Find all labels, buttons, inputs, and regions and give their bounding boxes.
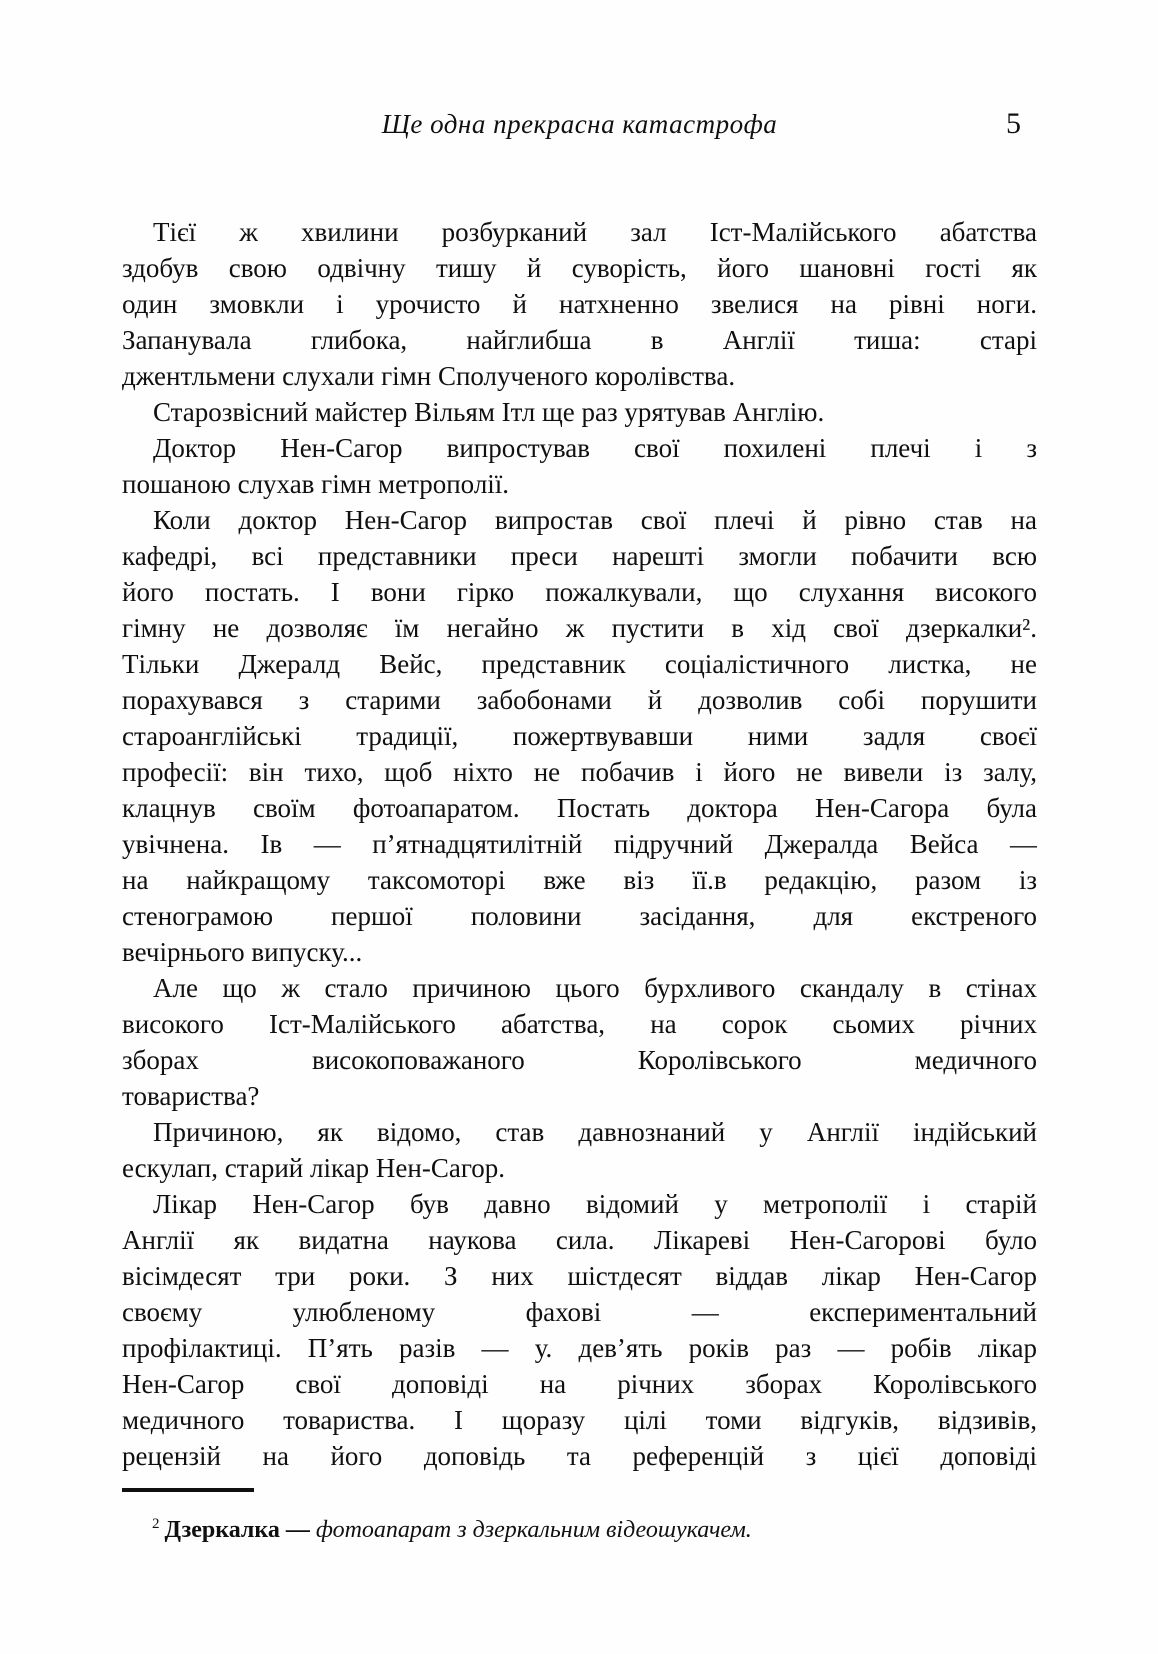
text-line: товариства? — [122, 1081, 260, 1111]
text-line: Лікар Нен-Сагор був давно відомий у метрополії і старій — [153, 1189, 1037, 1219]
paragraph — [122, 214, 1037, 394]
text-line: Доктор Нен-Сагор випростував свої похилені плечі і з — [153, 433, 1037, 463]
paragraph — [122, 394, 1037, 430]
text-line: Англії як видатна наукова сила. Лікареві Нен-Сагорові було — [122, 1225, 1037, 1255]
text-line: своєму улюбленому фахові — експериментальний — [122, 1297, 1037, 1327]
paragraph — [122, 1186, 1037, 1474]
text-line: високого Іст-Малійського абатства, на сорок сьомих річних — [122, 1009, 1037, 1039]
text-line: порахувався з старими забобонами й дозволив собі порушити — [122, 685, 1037, 715]
text-line: Тільки Джералд Вейс, представник соціалістичного листка, не — [122, 649, 1037, 679]
text-line: Коли доктор Нен-Сагор випростав свої плечі й рівно став на — [153, 505, 1037, 535]
text-line: Тієї ж хвилини розбурканий зал Іст-Малійського абатства — [153, 217, 1037, 247]
text-line: профілактиці. П’ять разів — у. дев’ять років раз — робів лікар — [122, 1333, 1037, 1363]
text-line: вечірнього випуску... — [122, 937, 363, 967]
text-line: один змовкли і урочисто й натхненно звелися на рівні ноги. — [122, 289, 1037, 319]
text-line: рецензій на його доповідь та референцій з цієї доповіді — [122, 1441, 1037, 1471]
text-line: здобув свою одвічну тишу й суворість, його шановні гості як — [122, 253, 1037, 283]
text-line: увічнена. Ів — п’ятнадцятилітній підручний Джералда Вейса — — [122, 829, 1037, 859]
text-line: стенограмою першої половини засідання, для екстреного — [122, 901, 1037, 931]
footnote-area — [122, 1488, 1037, 1546]
text-line: кафедрі, всі представники преси нарешті змогли побачити всю — [122, 541, 1037, 571]
paragraph — [122, 502, 1037, 970]
footnote-separator — [122, 1488, 254, 1492]
paragraph — [122, 1114, 1037, 1186]
footnote — [122, 1508, 1037, 1546]
footnote-marker: 2 — [152, 1516, 160, 1532]
paragraph — [122, 970, 1037, 1114]
running-title: Ще одна прекрасна катастрофа — [381, 109, 778, 139]
paragraph — [122, 430, 1037, 502]
footnote-definition: фотоапарат з дзеркальним відеошукачем. — [315, 1517, 752, 1543]
text-line: зборах високоповажаного Королівського медичного — [122, 1045, 1037, 1075]
text-line: гімну не дозволяє їм негайно ж пустити в хід свої дзеркалки². — [122, 613, 1037, 643]
text-line: Причиною, як відомо, став давнознаний у Англії індійський — [153, 1117, 1037, 1147]
text-line: Нен-Сагор свої доповіді на річних зборах Королівського — [122, 1369, 1037, 1399]
text-line: на найкращому таксомоторі вже віз її.в редакцію, разом із — [122, 865, 1037, 895]
footnote-term: Дзеркалка — — [164, 1517, 310, 1543]
running-header — [122, 106, 1037, 146]
text-line: Запанувала глибока, найглибша в Англії тиша: старі — [122, 325, 1037, 355]
text-line: джентльмени слухали гімн Сполученого королівства. — [122, 361, 736, 391]
text-line: Але що ж стало причиною цього бурхливого скандалу в стінах — [153, 973, 1037, 1003]
text-line: пошаною слухав гімн метрополії. — [122, 469, 510, 499]
text-line: ескулап, старий лікар Нен-Сагор. — [122, 1153, 505, 1183]
text-line: клацнув своїм фотоапаратом. Постать доктора Нен-Сагора була — [122, 793, 1037, 823]
text-line: професії: він тихо, щоб ніхто не побачив і його не вивели із залу, — [122, 757, 1037, 787]
page-number: 5 — [1006, 107, 1021, 140]
text-line: Старозвісний майстер Вільям Ітл ще раз урятував Англію. — [153, 397, 825, 427]
body-text — [122, 214, 1037, 1474]
text-line: медичного товариства. І щоразу цілі томи відгуків, відзивів, — [122, 1405, 1037, 1435]
text-line: його постать. І вони гірко пожалкували, що слухання високого — [122, 577, 1037, 607]
text-line: староанглійські традиції, пожертвувавши ними задля своєї — [122, 721, 1037, 751]
text-line: вісімдесят три роки. З них шістдесят віддав лікар Нен-Сагор — [122, 1261, 1037, 1291]
